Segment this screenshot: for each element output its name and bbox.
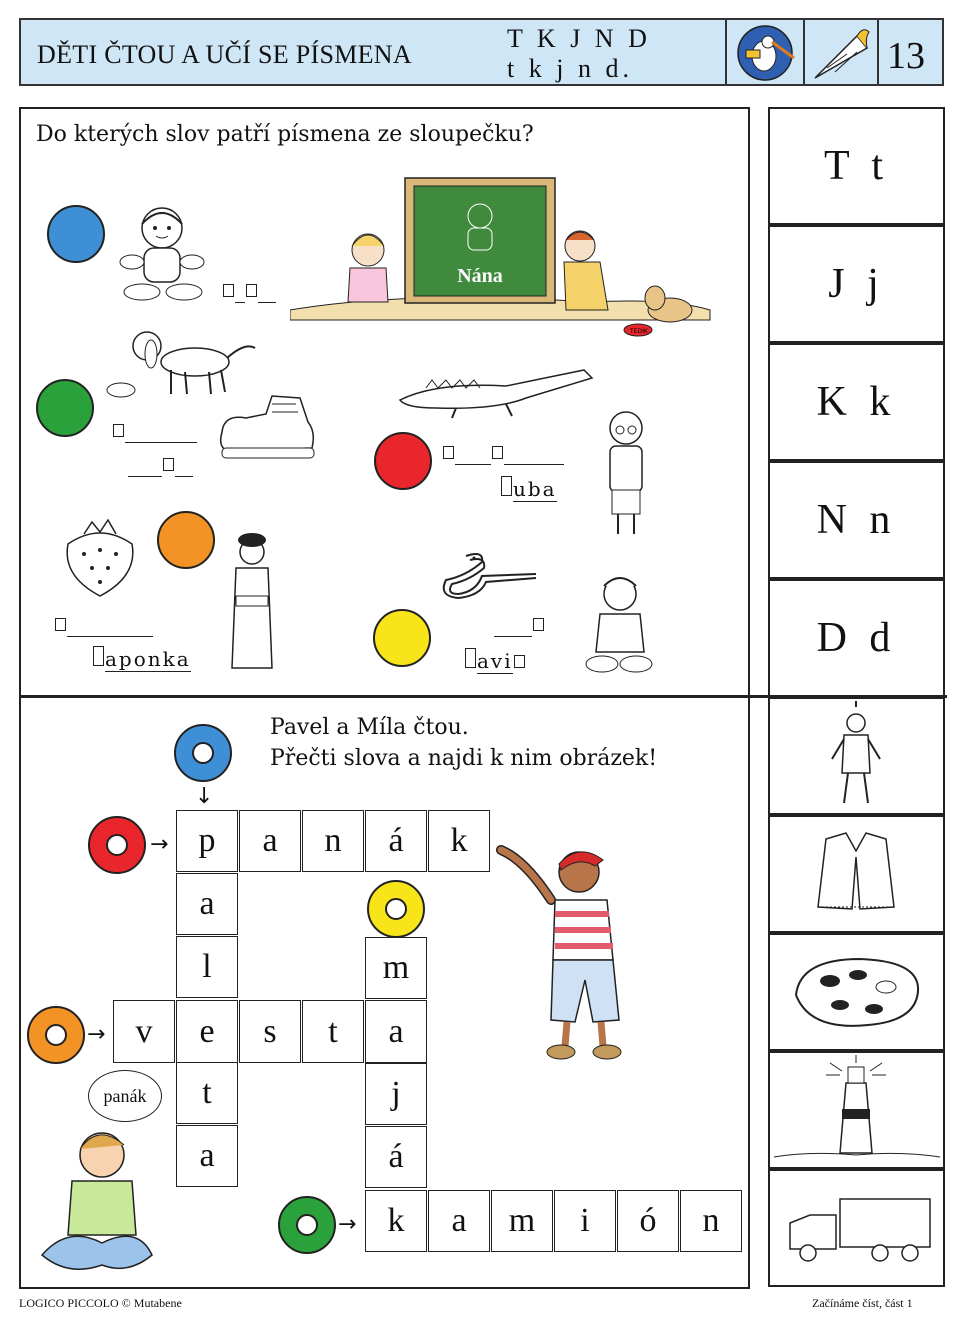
doll-icon: [112, 200, 212, 305]
crossword-cell: m: [491, 1190, 553, 1252]
crossword-cell: s: [239, 1000, 301, 1063]
header-divider: [803, 20, 805, 84]
crossword-cell: a: [428, 1190, 490, 1252]
footer-series: Začínáme číst, část 1: [812, 1296, 913, 1310]
word-blank-strawberry: [54, 612, 153, 637]
arrow-right-icon: →: [87, 1022, 106, 1047]
speech-bubble: panák: [88, 1070, 162, 1122]
palette-icon: [770, 935, 943, 1049]
shoe-icon: [216, 392, 321, 464]
kneeling-boy-icon: [580, 570, 660, 680]
letter-cell-n: N n: [768, 461, 945, 579]
letter-cell-k: K k: [768, 343, 945, 461]
stork-icon: [728, 24, 802, 82]
word-blank-snake: [494, 612, 545, 637]
word-blank-tuba: uba: [500, 476, 557, 502]
crossword-cell: l: [176, 936, 238, 998]
letter-cell-t: T t: [768, 107, 945, 225]
red-circle: [374, 432, 432, 490]
snake-icon: [436, 546, 544, 608]
word-blank-dog-2: [128, 452, 193, 477]
green-circle: [36, 379, 94, 437]
letter-cell-j: J j: [768, 225, 945, 343]
footer-copyright: LOGICO PICCOLO © Mutabene: [19, 1296, 182, 1310]
blue-ring-marker: [174, 724, 232, 782]
bowl-label: TEDÍK: [630, 328, 648, 335]
word-blank-davi: avi: [464, 648, 526, 674]
letter-cell-d: D d: [768, 579, 945, 697]
crossword-cell: j: [365, 1063, 427, 1125]
yellow-circle: [373, 609, 431, 667]
page-header: [19, 18, 944, 86]
boy-glasses-icon: [596, 406, 658, 544]
header-letters-lower: t k j n d.: [507, 54, 633, 83]
arrow-right-icon: →: [338, 1212, 357, 1237]
crossword-cell: a: [176, 873, 238, 935]
word-blank-doll: [222, 278, 276, 303]
pointing-boy-illustration: [495, 830, 635, 1070]
page-title: DĚTI ČTOU A UČÍ SE PÍSMENA: [37, 40, 412, 69]
word-blank-japonka: aponka: [92, 646, 191, 672]
header-divider: [877, 20, 879, 84]
orange-ring-marker: [27, 1006, 85, 1064]
lighthouse-icon: [770, 1053, 943, 1167]
school-cone-icon: [807, 24, 875, 82]
picture-cell-vest: [768, 815, 945, 933]
sitting-boy-illustration: [28, 1115, 158, 1290]
crossword-cell: á: [365, 1126, 427, 1188]
arrow-down-icon: ↓: [195, 784, 214, 809]
orange-circle: [157, 511, 215, 569]
word-blank-crocodile: [442, 440, 564, 465]
crossword-cell: n: [680, 1190, 742, 1252]
crossword-cell: v: [113, 1000, 175, 1063]
exercise1-instruction: Do kterých slov patří písmena ze sloupečku?: [36, 122, 534, 147]
red-ring-marker: [88, 816, 146, 874]
crossword-cell: a: [176, 1125, 238, 1187]
crossword-cell: p: [176, 810, 238, 872]
crossword-cell: ó: [617, 1190, 679, 1252]
crossword-cell: e: [176, 1000, 238, 1063]
header-divider: [725, 20, 727, 84]
board-text: Nána: [457, 265, 503, 287]
crossword-cell: á: [365, 810, 427, 872]
green-ring-marker: [278, 1196, 336, 1254]
word-blank-dog-1: [112, 418, 197, 443]
strawberry-icon: [58, 516, 142, 600]
crossword-cell: a: [365, 1000, 427, 1063]
arrow-right-icon: →: [150, 832, 169, 857]
truck-icon: [770, 1171, 943, 1285]
crossword-cell: t: [302, 1000, 364, 1063]
crossword-cell: n: [302, 810, 364, 872]
page-number: 13: [887, 35, 925, 77]
crocodile-icon: [396, 362, 596, 422]
picture-cell-truck: [768, 1169, 945, 1287]
puppet-icon: [770, 699, 943, 813]
crossword-cell: a: [239, 810, 301, 872]
crossword-cell: m: [365, 937, 427, 999]
yellow-ring-marker: [367, 880, 425, 938]
blue-circle: [47, 205, 105, 263]
crossword-cell: k: [428, 810, 490, 872]
vest-icon: [770, 817, 943, 931]
header-letters-upper: T K J N D: [507, 24, 651, 53]
japanese-woman-icon: [224, 532, 280, 674]
crossword-cell: t: [176, 1062, 238, 1124]
instruction-line-2: Přečti slova a najdi k nim obrázek!: [270, 746, 658, 771]
exercise2-instruction: [270, 712, 657, 774]
crossword-cell: i: [554, 1190, 616, 1252]
classroom-scene: [290, 170, 730, 350]
picture-cell-puppet: [768, 697, 945, 815]
picture-cell-palette: [768, 933, 945, 1051]
crossword-cell: k: [365, 1190, 427, 1252]
instruction-line-1: Pavel a Míla čtou.: [270, 715, 469, 740]
picture-cell-lighthouse: [768, 1051, 945, 1169]
